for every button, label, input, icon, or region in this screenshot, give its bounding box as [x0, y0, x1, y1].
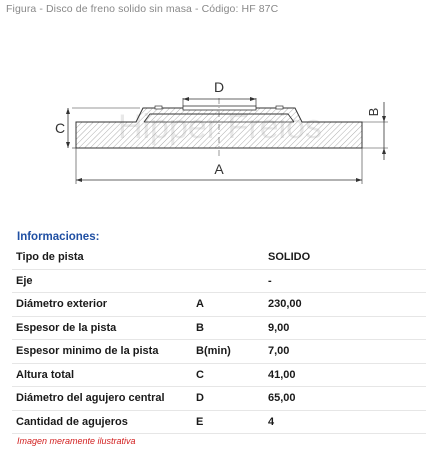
dim-a-label: A	[214, 161, 224, 177]
spec-name: Espesor de la pista	[12, 316, 192, 340]
spec-code: A	[192, 293, 264, 317]
spec-code	[192, 269, 264, 293]
table-row	[12, 293, 426, 317]
spec-code: B	[192, 316, 264, 340]
illustrative-note: Imagen meramente ilustrativa	[17, 436, 136, 446]
dim-c-label: C	[54, 120, 66, 136]
spec-code	[192, 246, 264, 269]
brake-disc-drawing	[40, 62, 400, 192]
spec-value: 65,00	[264, 387, 426, 411]
spec-name: Espesor minimo de la pista	[12, 340, 192, 364]
spec-value: 9,00	[264, 316, 426, 340]
spec-code: E	[192, 410, 264, 434]
table-row	[12, 246, 426, 269]
spec-value: 230,00	[264, 293, 426, 317]
spec-name: Diámetro del agujero central	[12, 387, 192, 411]
table-row	[12, 316, 426, 340]
spec-name: Diámetro exterior	[12, 293, 192, 317]
info-title: Informaciones:	[17, 231, 100, 243]
dim-d-label: D	[213, 79, 225, 95]
spec-code: C	[192, 363, 264, 387]
spec-code: B(min)	[192, 340, 264, 364]
spec-value: 4	[264, 410, 426, 434]
spec-name: Altura total	[12, 363, 192, 387]
table-row	[12, 363, 426, 387]
bolt-hole-left	[155, 106, 162, 109]
table-row	[12, 269, 426, 293]
figure-caption: Figura - Disco de freno solido sin masa - Código: HF 87C	[6, 3, 279, 15]
spec-value: 7,00	[264, 340, 426, 364]
spec-value: SOLIDO	[264, 246, 426, 269]
spec-name: Tipo de pista	[12, 246, 192, 269]
table-row	[12, 410, 426, 434]
spec-name: Eje	[12, 269, 192, 293]
spec-value: -	[264, 269, 426, 293]
bolt-hole-right	[276, 106, 283, 109]
spec-name: Cantidad de agujeros	[12, 410, 192, 434]
dim-b-label: B	[366, 107, 381, 117]
table-row	[12, 387, 426, 411]
center-hole	[183, 106, 256, 110]
table-row	[12, 340, 426, 364]
spec-value: 41,00	[264, 363, 426, 387]
spec-code: D	[192, 387, 264, 411]
specs-table	[12, 246, 426, 434]
